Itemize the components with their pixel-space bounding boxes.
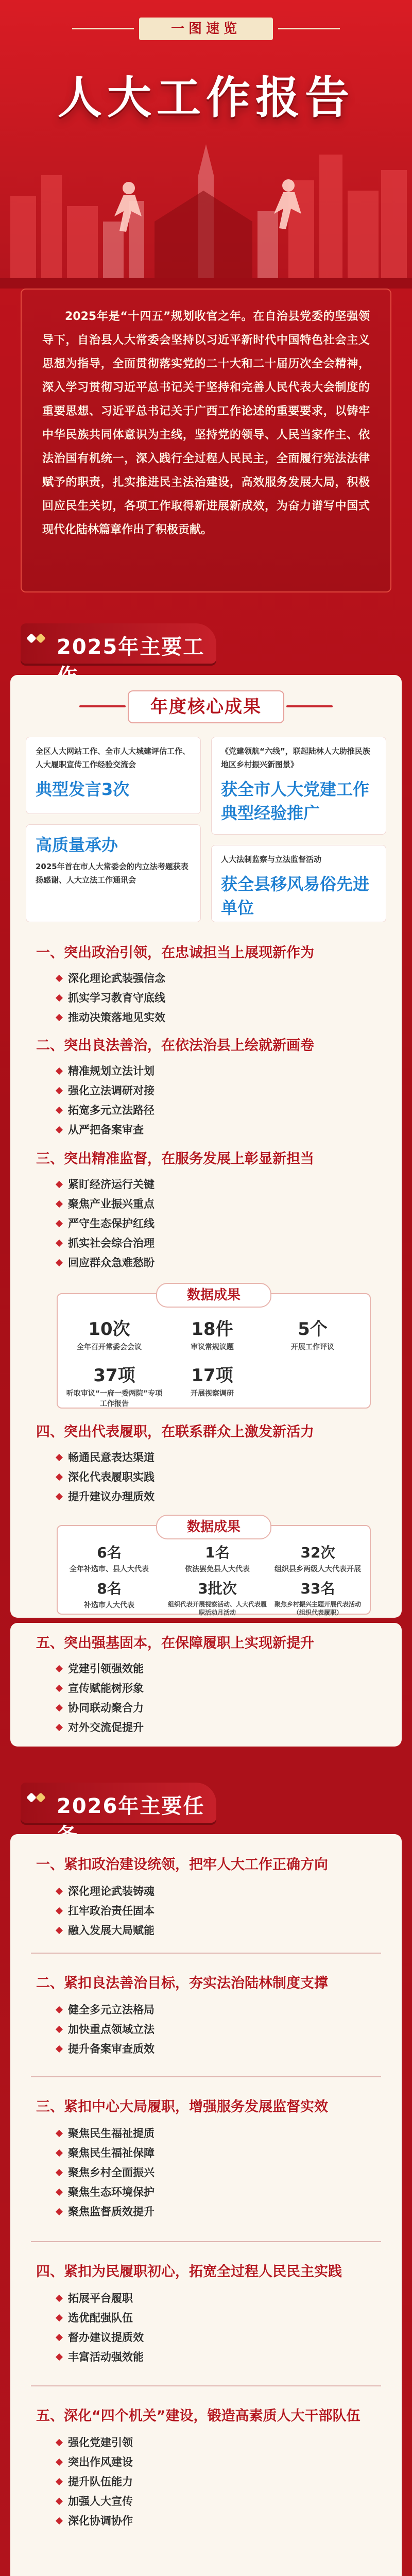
list-item: 融入发展大局赋能 [57, 1921, 154, 1940]
task-heading: 一、紧扣政治建设统领，把牢人大工作正确方向 [36, 1857, 328, 1873]
stat-label: 全年补选市、县人大代表 [70, 1565, 149, 1573]
work-heading: 四、突出代表履职，在联系群众上激发新活力 [36, 1424, 314, 1440]
list-item: 提升队伍能力 [57, 2472, 133, 2492]
result-card [211, 737, 386, 835]
list-item: 聚焦生态环境保护 [57, 2182, 154, 2202]
work-heading: 三、突出精准监督，在服务发展上彰显新担当 [36, 1151, 314, 1167]
stat-label: 组织县乡两级人大代表开展 [274, 1565, 361, 1573]
result-card-value: 获全市人大党建工作典型经验推广 [221, 779, 370, 823]
list-item: 深化理论武装铸魂 [57, 1882, 154, 1901]
list-item: 回应群众急难愁盼 [57, 1253, 154, 1273]
diamond-icon [26, 633, 37, 643]
work-bullet-list [57, 1659, 144, 1737]
work-heading: 五、突出强基固本，在保障履职上实现新提升 [36, 1635, 314, 1651]
list-item: 严守生态保护红线 [57, 1214, 154, 1233]
stat-value: 17项 [191, 1365, 233, 1386]
divider [31, 1953, 381, 1954]
list-item: 深化理论武装强信念 [57, 969, 165, 988]
task-heading: 三、紧扣中心大局履职，增强服务发展监督实效 [36, 2099, 328, 2115]
stat-value: 5个 [298, 1319, 328, 1340]
stat-item [274, 1541, 362, 1574]
stat-label: 审议常规议题 [191, 1343, 234, 1351]
task-bullet-list [57, 1882, 154, 1940]
stat-value: 6名 [97, 1544, 122, 1561]
list-item: 提升备案审查质效 [57, 2039, 154, 2059]
divider [31, 2241, 381, 2242]
diamond-icon [26, 1792, 37, 1803]
city-skyline-illustration [0, 134, 412, 289]
list-item: 选优配强队伍 [57, 2308, 144, 2328]
result-card-desc: 全区人大网站工作、全市人大城建评估工作、人大履职宣传工作经验交流会 [36, 747, 191, 769]
list-item: 精准规划立法计划 [57, 1061, 154, 1081]
list-item: 突出作风建设 [57, 2452, 133, 2472]
task-heading: 二、紧扣良法善治目标，夯实法治陆林制度支撑 [36, 1975, 328, 1991]
work-bullet-list [57, 1061, 154, 1140]
list-item: 紧盯经济运行关键 [57, 1175, 154, 1194]
task-bullet-list [57, 2000, 154, 2059]
stat-item [166, 1361, 259, 1399]
diamond-icon [36, 1792, 46, 1803]
stat-item [166, 1578, 269, 1617]
work-bullet-list [57, 969, 165, 1027]
stat-label: 开展视察调研 [191, 1389, 234, 1398]
result-card-value: 典型发言3次 [36, 779, 130, 799]
list-item: 推动决策落地见实效 [57, 1008, 165, 1027]
stat-value: 10次 [88, 1319, 130, 1340]
stat-value: 8名 [97, 1580, 122, 1597]
data-results-title: 数据成果 [156, 1515, 271, 1539]
data-results-box [57, 1287, 371, 1409]
list-item: 聚焦乡村全面振兴 [57, 2163, 154, 2182]
result-card-desc: 2025年首在市人大常委会的内立法考题获表扬感谢、人大立法工作通讯会 [36, 862, 188, 885]
stat-item [274, 1578, 362, 1617]
result-card-desc: 人大法制监察与立法监督活动 [221, 855, 322, 864]
list-item: 加快重点领域立法 [57, 2020, 154, 2039]
task-heading: 四、紧扣为民履职初心，拓宽全过程人民民主实践 [36, 2264, 342, 2280]
stat-item [166, 1315, 259, 1352]
data-results-title: 数据成果 [156, 1283, 271, 1308]
stat-item [63, 1578, 156, 1611]
hero-banner [0, 0, 412, 289]
list-item: 抓实学习教育守底线 [57, 988, 165, 1008]
stat-label: 组织代表开展视察活动、人大代表履职活动月活动 [167, 1601, 267, 1616]
result-card [211, 845, 386, 922]
divider [31, 2076, 381, 2077]
stat-label: 依法罢免县人大代表 [185, 1565, 250, 1573]
list-item: 对外交流促提升 [57, 1718, 144, 1737]
list-item: 聚焦产业振兴重点 [57, 1194, 154, 1214]
result-card [26, 824, 201, 922]
section-2025-panel-continued [10, 1623, 402, 1747]
section-2025-title: 2025年主要工 [57, 635, 205, 659]
page-title: 人大工作报告 [58, 72, 354, 124]
intro-panel [21, 289, 391, 592]
divider [31, 2385, 381, 2386]
result-card-value: 获全县移风易俗先进单位 [221, 874, 370, 918]
section-2026-banner [21, 1783, 216, 1823]
list-item: 从严把备案审查 [57, 1120, 154, 1140]
list-item: 聚焦民生福祉保障 [57, 2143, 154, 2163]
stat-item [63, 1315, 156, 1352]
stat-label: 听取审议“一府一委两院”专项工作报告 [66, 1389, 163, 1408]
task-bullet-list [57, 2124, 154, 2222]
stat-label: 聚焦乡村振兴主题开展代表活动（组织代表履职） [274, 1601, 361, 1616]
stat-item [269, 1315, 356, 1352]
result-card [26, 737, 201, 814]
list-item: 聚焦民生福祉提质 [57, 2124, 154, 2143]
list-item: 提升建议办理质效 [57, 1487, 154, 1506]
diamond-icon [36, 633, 46, 643]
list-item: 强化立法调研对接 [57, 1081, 154, 1100]
list-item: 健全多元立法格局 [57, 2000, 154, 2020]
stat-value: 18件 [191, 1319, 233, 1340]
stat-value: 33名 [300, 1580, 335, 1597]
stat-item [166, 1541, 269, 1574]
stat-value: 1名 [205, 1544, 230, 1561]
list-item: 协同联动聚合力 [57, 1698, 144, 1718]
stat-value: 3批次 [198, 1580, 237, 1597]
list-item: 强化党建引领 [57, 2433, 133, 2452]
list-item: 督办建议提质效 [57, 2328, 144, 2347]
core-results-title: 年度核心成果 [128, 690, 284, 723]
list-item: 拓展平台履职 [57, 2289, 144, 2308]
stat-label: 补选市人大代表 [84, 1601, 134, 1609]
work-heading: 二、突出良法善治，在依法治县上绘就新画卷 [36, 1038, 314, 1054]
task-bullet-list [57, 2433, 133, 2531]
list-item: 抓实社会综合治理 [57, 1233, 154, 1253]
section-2026-title: 2026年主要任 [57, 1794, 205, 1818]
section-2025-banner [21, 623, 216, 664]
stat-item [63, 1361, 166, 1409]
list-item: 党建引领强效能 [57, 1659, 144, 1679]
work-heading: 一、突出政治引领，在忠诚担当上展现新作为 [36, 945, 314, 961]
list-item: 扛牢政治责任固本 [57, 1901, 154, 1921]
list-item: 拓宽多元立法路径 [57, 1100, 154, 1120]
stat-value: 37项 [93, 1365, 135, 1386]
result-card-desc: 《党建领航“六线”，联起陆林人大助推民族地区乡村振兴新图景》 [221, 747, 370, 769]
result-card-value: 高质量承办 [36, 835, 118, 855]
list-item: 丰富活动强效能 [57, 2347, 144, 2367]
list-item: 深化代表履职实践 [57, 1467, 154, 1487]
list-item: 聚焦监督质效提升 [57, 2202, 154, 2222]
data-results-box [57, 1519, 371, 1616]
task-heading: 五、深化“四个机关”建设，锻造高素质人大干部队伍 [36, 2408, 360, 2424]
stat-item [63, 1541, 156, 1574]
task-bullet-list [57, 2289, 144, 2367]
stat-label: 全年召开常委会会议 [77, 1343, 142, 1351]
intro-text: 2025年是“十四五”规划收官之年。在自治县党委的坚强领导下，自治县人大常委会坚持以习近平新时代中国特色社会主义思想为指导，全面贯彻落实党的二十大和二十届历次全会精神，深入学习贯彻习近平总书记关于坚持和完善人民代表大会制度的重要思想、习近平总书记关于广西工作论述的重要要求，以铸牢中华民族共同体意识为主线，坚持党的领导、人民当家作主、依法治国有机统一，深入践行全过程人民民主，全面履行宪法法律赋予的职责，扎实推进民主法治建设，高效服务发展大局，积极回应民生关切，各项工作取得新进展新成效，为奋力谱写中国式现代化陆林篇章作出了积极贡献。 [42, 310, 370, 536]
list-item: 宣传赋能树形象 [57, 1679, 144, 1698]
stat-label: 开展工作评议 [291, 1343, 334, 1351]
hero-tag: 一图速览 [139, 18, 273, 40]
work-bullet-list [57, 1175, 154, 1273]
list-item: 深化协调协作 [57, 2511, 133, 2531]
list-item: 加强人大宣传 [57, 2492, 133, 2511]
section-2025-panel [10, 675, 402, 1618]
stat-value: 32次 [300, 1544, 335, 1561]
work-bullet-list [57, 1448, 154, 1506]
section-2026-panel [10, 1834, 402, 2576]
list-item: 畅通民意表达渠道 [57, 1448, 154, 1467]
